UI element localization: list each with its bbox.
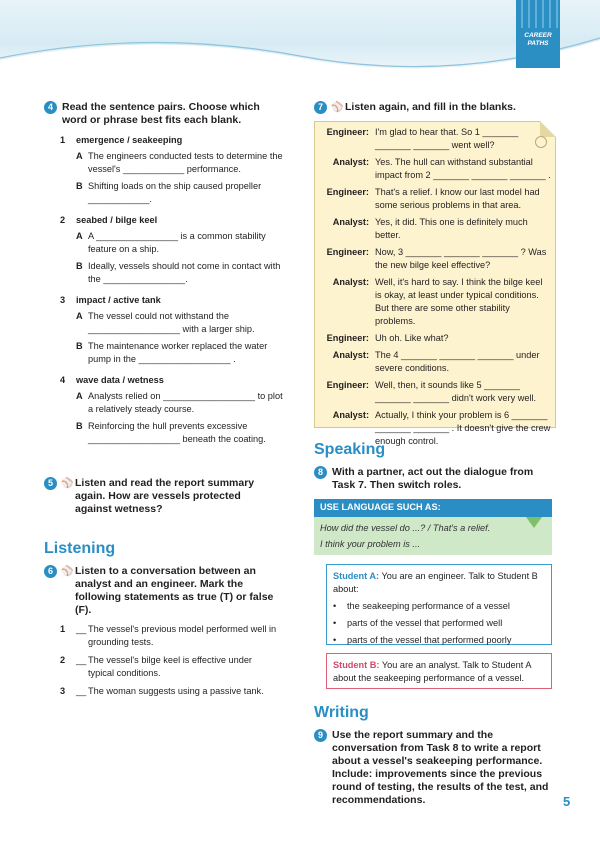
triangle-icon — [526, 517, 542, 529]
tf-item: 1 __ The vessel's previous model performed well in grounding tests. — [60, 624, 277, 647]
question-option: Reinforcing the hull prevents excessive __________________ beneath the coating. — [88, 421, 266, 444]
task-number-5: 5 — [44, 477, 57, 490]
question-option: The vessel could not withstand the __________________ with a larger ship. — [88, 311, 255, 334]
useful-language-line: I think your problem is ... — [320, 539, 421, 549]
task-number-8: 8 — [314, 466, 327, 479]
task-8-instruction: With a partner, act out the dialogue from Task 7. Then switch roles. — [332, 466, 534, 491]
pin-icon — [535, 136, 547, 148]
task-7-heading — [314, 101, 554, 114]
listening-heading: Listening — [44, 540, 116, 557]
dialogue-line: Engineer: Uh oh. Like what? — [326, 333, 449, 343]
student-a-label: Student A: — [333, 571, 380, 581]
task-9 — [314, 729, 554, 807]
dialogue-line: Analyst: Yes, it did. This one is definitely much better. — [332, 217, 528, 240]
useful-language-box — [314, 499, 552, 555]
question-option: A ________________ is a common stability feature on a ship. — [88, 231, 266, 254]
writing-heading: Writing — [314, 704, 369, 721]
dialogue-line: Analyst: Actually, I think your problem is 6 _______ _______ _______ . It doesn't give the crew enough control. — [332, 410, 551, 446]
header-wave — [0, 0, 600, 72]
question-option: The engineers conducted tests to determine the vessel's ____________ performance. — [88, 151, 283, 174]
dialogue-line: Analyst: The 4 _______ _______ _______ under severe conditions. — [332, 350, 540, 373]
task-4-instruction: Read the sentence pairs. Choose which word or phrase best fits each blank. — [62, 101, 260, 126]
dialogue-line: Engineer: I'm glad to hear that. So 1 _______ _______ _______ went well? — [326, 127, 519, 150]
task-5-instruction: Listen and read the report summary again. How are vessels protected against wetness? — [75, 477, 255, 515]
task-7-instruction: Listen again, and fill in the blanks. — [345, 101, 516, 113]
dialogue-line: Analyst: Yes. The hull can withstand substantial impact from 2 _______ _______ _______ . — [332, 157, 551, 180]
headphones-icon: ⚾ — [331, 102, 344, 113]
task-4-questions: 1 emergence / seakeeping A The engineers conducted tests to determine the vessel's ____________ performance. B Shifting loads on the ship caused propeller ____________. 2 seabed / bilge keel A A ________________ is a common stability feature on a ship. B Ideally, vessels should not come in contact with the ________________. 3 impact / active tank A The vessel could not withstand the __________________ with a larger ship. B The maintenance worker replaced the water pump in the __________________ . 4 wave data / wetness A Analysts relied on __________________ to plot a relatively steady course. B Reinforcing the hull prevents excessive __________________ beneath the coating. — [60, 135, 283, 444]
task-6 — [44, 565, 280, 698]
task-5 — [44, 477, 276, 516]
header-band — [0, 0, 600, 72]
task-6-instruction: Listen to a conversation between an analyst and an engineer. Mark the following statements as true (T) or false (F). — [75, 565, 274, 616]
student-b-box — [326, 653, 552, 689]
page-number: 5 — [563, 794, 571, 809]
task-number-4: 4 — [44, 101, 57, 114]
question-option: Shifting loads on the ship caused propeller ____________. — [88, 181, 262, 204]
useful-language-line: How did the vessel do ...? / That's a relief. — [320, 523, 491, 533]
tf-item: 3 __ The woman suggests using a passive tank. — [60, 686, 264, 696]
career-paths-logo: CAREER PATHS — [516, 0, 560, 68]
task-number-9: 9 — [314, 729, 327, 742]
student-a-bullet: • parts of the vessel that performed poorly — [345, 634, 545, 647]
student-a-bullet: • the seakeeping performance of a vessel — [345, 600, 545, 613]
task-9-instruction: Use the report summary and the conversation from Task 8 to write a report about a vessel's seakeeping performance. Include: improvements since the previous round of testing, the results of the test, and recommendations. — [332, 729, 549, 806]
student-a-box — [326, 564, 552, 645]
dialogue-line: Engineer: Now, 3 _______ _______ _______ ? Was the new bilge keel effective? — [326, 247, 547, 270]
question-option: Analysts relied on __________________ to plot a relatively steady course. — [88, 391, 283, 414]
dialogue-line: Analyst: Well, it's hard to say. I think the bilge keel is okay, at least under typical conditions. But there are some other stability problems. — [332, 277, 543, 326]
student-b-label: Student B: — [333, 660, 380, 670]
question-title: wave data / wetness — [76, 375, 164, 385]
dialogue-line: Engineer: That's a relief. I know our last model had some serious problems in that area. — [326, 187, 540, 210]
tf-item: 2 __ The vessel's bilge keel is effective under typical conditions. — [60, 655, 252, 678]
dialogue-note — [314, 121, 556, 446]
dialogue-line: Engineer: Well, then, it sounds like 5 _______ _______ _______ didn't work very well. — [326, 380, 537, 403]
headphones-icon: ⚾ — [61, 478, 74, 489]
task-number-7: 7 — [314, 101, 327, 114]
question-title: seabed / bilge keel — [76, 215, 158, 225]
task-number-6: 6 — [44, 565, 57, 578]
useful-language-header: USE LANGUAGE SUCH AS: — [314, 499, 552, 517]
task-4 — [44, 101, 284, 445]
student-a-text: You are an engineer. Talk to Student B about: — [333, 571, 538, 594]
headphones-icon: ⚾ — [61, 566, 74, 577]
student-b-text: You are an analyst. Talk to Student A about the seakeeping performance of a vessel. — [333, 660, 531, 683]
task-8 — [314, 466, 554, 492]
speaking-heading: Speaking — [314, 441, 386, 458]
question-option: The maintenance worker replaced the water pump in the __________________ . — [88, 341, 268, 364]
question-title: emergence / seakeeping — [76, 135, 183, 145]
question-option: Ideally, vessels should not come in contact with the ________________. — [88, 261, 281, 284]
student-a-bullet: • parts of the vessel that performed well — [345, 617, 545, 630]
question-title: impact / active tank — [76, 295, 161, 305]
